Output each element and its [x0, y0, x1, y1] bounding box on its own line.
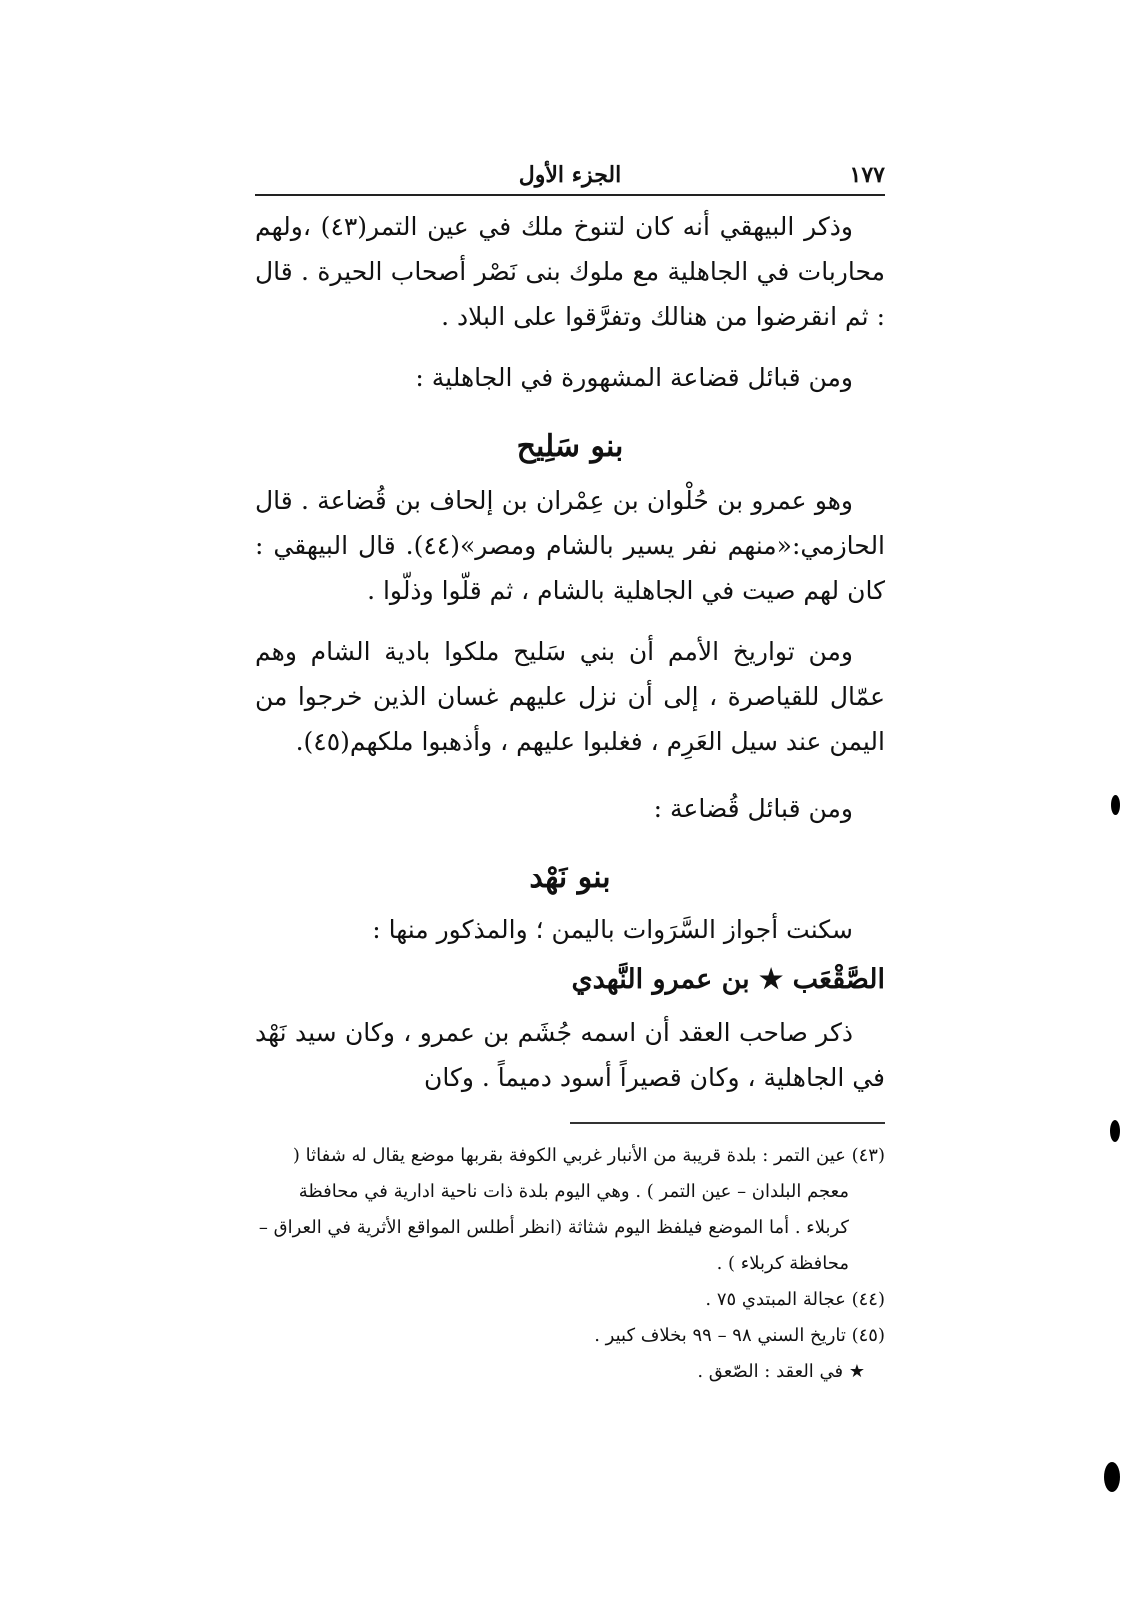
section-heading-bani-nahd: بنو نَهْد — [529, 860, 611, 895]
paragraph-qudaa-tribes: ومن قبائل قُضاعة : — [653, 794, 853, 823]
main-text — [255, 204, 885, 1100]
paragraph-nahd-location: سكنت أجواز السَّرَوات باليمن ؛ والمذكور منها : — [372, 915, 853, 944]
footnote-star: ★ في العقد : الصّعق . — [697, 1361, 865, 1382]
footnote-divider — [570, 1122, 885, 1124]
scan-mark — [1110, 1120, 1120, 1142]
footnotes — [255, 1138, 885, 1390]
scan-mark — [1104, 1462, 1120, 1492]
paragraph-salih-lineage: وهو عمرو بن حُلْوان بن عِمْران بن إلحاف بن قُضاعة . قال الحازمي:«منهم نفر يسير بالشام ومصر»(٤٤). قال البيهقي : كان لهم صيت في الجاهلية بالشام ، ثم قلّوا وذلّوا . — [255, 486, 886, 605]
section-heading-bani-salih: بنو سَلِيح — [516, 429, 624, 464]
entry-heading-saqab: الصَّقْعَب ★ بن عمرو النَّهدي — [571, 964, 885, 995]
paragraph-qudaa-intro: ومن قبائل قضاعة المشهورة في الجاهلية : — [415, 363, 853, 392]
scan-mark — [1111, 795, 1120, 815]
book-page — [255, 160, 885, 1390]
page-header — [255, 160, 885, 196]
paragraph-salih-history: ومن تواريخ الأمم أن بني سَليح ملكوا بادية الشام وهم عمّال للقياصرة ، إلى أن نزل عليهم غسان الذين خرجوا من اليمن عند سيل العَرِم ، فغلبوا عليهم ، وأذهبوا ملكهم(٤٥). — [255, 637, 885, 756]
running-title: الجزء الأول — [518, 162, 622, 188]
paragraph-saqab: ذكر صاحب العقد أن اسمه جُشَم بن عمرو ، وكان سيد نَهْد في الجاهلية ، وكان قصيراً أسود دميماً . وكان — [255, 1018, 885, 1092]
footnote-45: (٤٥) تاريخ السني ٩٨ – ٩٩ بخلاف كبير . — [594, 1325, 885, 1346]
paragraph-tanukh: وذكر البيهقي أنه كان لتنوخ ملك في عين التمر(٤٣) ،ولهم محاربات في الجاهلية مع ملوك بنى نَصْر أصحاب الحيرة . قال : ثم انقرضوا من هنالك وتفرَّقوا على البلاد . — [255, 212, 885, 331]
footnote-44: (٤٤) عجالة المبتدي ٧٥ . — [705, 1289, 885, 1310]
page-number: ١٧٧ — [849, 162, 885, 188]
footnote-43: (٤٣) عين التمر : بلدة قريبة من الأنبار غربي الكوفة بقربها موضع يقال له شفاثا ( معجم البلدان – عين التمر ) . وهي اليوم بلدة ذات ناحية ادارية في محافظة كربلاء . أما الموضع فيلفظ اليوم شثاثة (انظر أطلس المواقع الأثرية في العراق – محافظة كربلاء ) . — [258, 1145, 885, 1274]
